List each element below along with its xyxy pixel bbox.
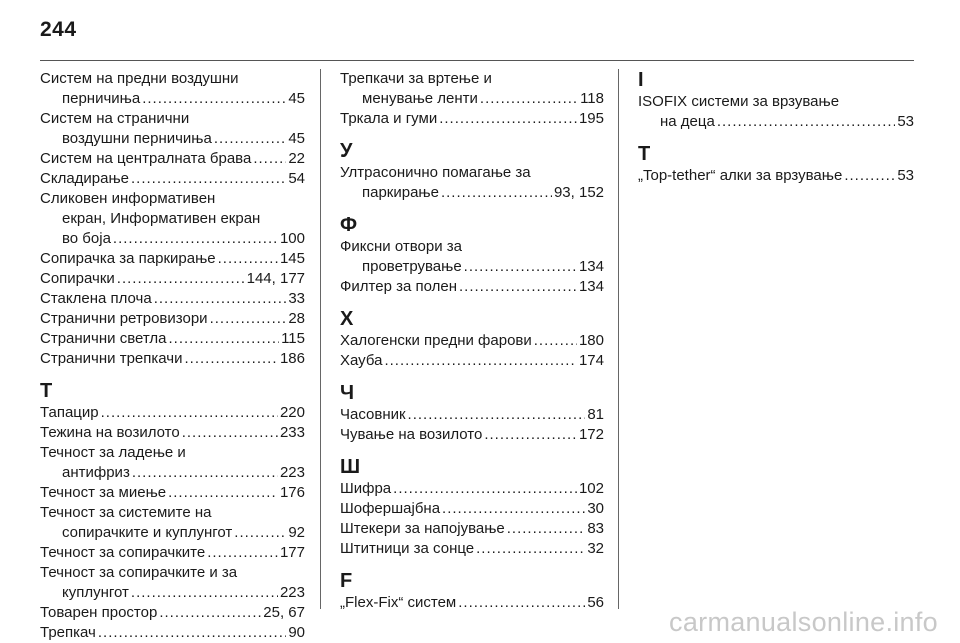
index-entry: [40, 309, 305, 329]
index-entry-text: Филтер за полен: [340, 278, 457, 295]
index-entry-page: 30: [587, 500, 604, 517]
index-entry-text: Странични светла: [40, 330, 167, 347]
index-entry-text: Чување на возилото: [340, 426, 483, 443]
index-entry: [40, 269, 305, 289]
index-entry: [40, 563, 305, 603]
dot-leader: [253, 149, 286, 169]
dot-leader: [98, 623, 286, 643]
index-entry-text: Тежина на возилото: [40, 424, 180, 441]
dot-leader: [218, 249, 278, 269]
index-entry-text: куплунгот: [62, 584, 129, 601]
index-section-letter: Ш: [340, 456, 361, 478]
index-entry-text: Течност за сопирачките и за: [40, 564, 238, 581]
index-entry-page: 92: [288, 524, 305, 541]
dot-leader: [154, 289, 287, 309]
index-entry-page: 172: [578, 426, 604, 443]
index-entry-text: ISOFIX системи за врзување: [638, 93, 840, 110]
index-entry: [638, 166, 914, 186]
index-entry-text: Тркала и гуми: [340, 110, 438, 127]
dot-leader: [101, 403, 278, 423]
index-entry: [40, 249, 305, 269]
dot-leader: [480, 89, 578, 109]
index-entry: [40, 603, 305, 623]
index-entry-page: 223: [279, 464, 305, 481]
index-entry-text: Товарен простор: [40, 604, 158, 621]
dot-leader: [441, 183, 552, 203]
index-entry: [340, 163, 604, 203]
index-entry-page: 186: [279, 350, 305, 367]
index-section-letter: Т: [40, 380, 53, 402]
index-entry: [340, 539, 604, 559]
index-entry-text: Течност за сопирачките: [40, 544, 206, 561]
index-entry-text: во боја: [62, 230, 111, 247]
index-entry-page: 177: [279, 544, 305, 561]
dot-leader: [442, 499, 585, 519]
index-entry-text: менување ленти: [362, 90, 478, 107]
index-entry-text: Халогенски предни фарови: [340, 332, 532, 349]
header-rule: [40, 60, 914, 61]
dot-leader: [234, 523, 286, 543]
dot-leader: [534, 331, 577, 351]
index-entry-text: Ултрасонично помагање за: [340, 164, 531, 181]
index-entry-text: екран, Информативен екран: [62, 210, 261, 227]
index-entry-page: 45: [288, 90, 305, 107]
index-entry: [340, 69, 604, 109]
index-entry-page: 176: [279, 484, 305, 501]
index-entry-page: 145: [279, 250, 305, 267]
index-entry: [40, 149, 305, 169]
index-section-letter: Ч: [340, 382, 355, 404]
index-entry-page: 174: [578, 352, 604, 369]
index-entry-page: 83: [587, 520, 604, 537]
watermark: carmanualsonline.info: [669, 607, 938, 637]
index-entry-text: Шифра: [340, 480, 392, 497]
index-section-letter: У: [340, 140, 353, 162]
index-entry: [40, 69, 305, 109]
dot-leader: [131, 583, 278, 603]
dot-leader: [210, 309, 287, 329]
dot-leader: [168, 329, 279, 349]
index-section-letter: Х: [340, 308, 354, 330]
index-entry-text: Течност за ладење и: [40, 444, 186, 461]
index-entry: [40, 423, 305, 443]
index-entry-page: 93, 152: [553, 184, 604, 201]
index-entry-text: перничиња: [62, 90, 141, 107]
index-entry: [40, 543, 305, 563]
dot-leader: [408, 405, 586, 425]
index-entry: [340, 593, 604, 613]
index-entry: [340, 277, 604, 297]
index-entry-page: 32: [587, 540, 604, 557]
dot-leader: [459, 277, 577, 297]
index-column-2: [340, 69, 604, 613]
index-entry-text: воздушни перничиња: [62, 130, 212, 147]
index-entry-text: Течност за системите на: [40, 504, 212, 521]
dot-leader: [168, 483, 278, 503]
index-entry-text: Систем на странични: [40, 110, 190, 127]
index-entry-page: 56: [587, 594, 604, 611]
index-entry-page: 144, 177: [246, 270, 305, 287]
index-entry-text: „Top-tether“ алки за врзување: [638, 167, 843, 184]
index-entry: [340, 519, 604, 539]
dot-leader: [458, 593, 585, 613]
index-entry-text: Систем на централната брава: [40, 150, 252, 167]
index-entry: [40, 189, 305, 249]
index-entry-text: Шофершајбна: [340, 500, 441, 517]
dot-leader: [159, 603, 261, 623]
index-entry: [40, 483, 305, 503]
index-entry-text: Течност за миење: [40, 484, 167, 501]
index-entry-text: Трепкач: [40, 624, 96, 641]
index-entry-page: 53: [897, 113, 914, 130]
index-entry-text: Хауба: [340, 352, 383, 369]
index-entry-text: Штитници за сонце: [340, 540, 475, 557]
index-entry: [40, 109, 305, 149]
column-divider: [320, 69, 321, 609]
dot-leader: [464, 257, 577, 277]
index-entry-page: 45: [288, 130, 305, 147]
index-section-letter: T: [638, 143, 651, 165]
index-entry-text: сопирачките и куплунгот: [62, 524, 233, 541]
dot-leader: [484, 425, 577, 445]
index-entry-text: Странични ретровизори: [40, 310, 208, 327]
dot-leader: [142, 89, 286, 109]
index-entry-page: 22: [288, 150, 305, 167]
index-entry: [40, 443, 305, 483]
index-entry: [40, 349, 305, 369]
index-entry-page: 102: [578, 480, 604, 497]
index-entry-text: Фиксни отвори за: [340, 238, 462, 255]
index-entry: [340, 331, 604, 351]
index-entry-page: 33: [288, 290, 305, 307]
dot-leader: [117, 269, 245, 289]
index-section-letter: F: [340, 570, 353, 592]
dot-leader: [476, 539, 585, 559]
index-entry-text: антифриз: [62, 464, 130, 481]
index-entry-page: 100: [279, 230, 305, 247]
index-entry-page: 134: [578, 258, 604, 275]
index-entry: [340, 405, 604, 425]
index-entry-text: Складирање: [40, 170, 130, 187]
index-entry-text: Штекери за напојување: [340, 520, 505, 537]
index-entry-page: 53: [897, 167, 914, 184]
index-entry-text: Трепкачи за вртење и: [340, 70, 492, 87]
index-entry-text: паркирање: [362, 184, 439, 201]
index-entry-page: 81: [587, 406, 604, 423]
dot-leader: [384, 351, 577, 371]
index-entry-page: 233: [279, 424, 305, 441]
index-entry-text: на деца: [660, 113, 715, 130]
dot-leader: [207, 543, 278, 563]
index-section-letter: Ф: [340, 214, 358, 236]
index-entry-page: 28: [288, 310, 305, 327]
index-column-1: [40, 69, 305, 643]
index-entry: [40, 289, 305, 309]
index-entry-text: Стаклена плоча: [40, 290, 152, 307]
index-entry: [40, 169, 305, 189]
index-entry-text: Тапацир: [40, 404, 99, 421]
index-entry-page: 223: [279, 584, 305, 601]
index-entry: [340, 351, 604, 371]
dot-leader: [113, 229, 278, 249]
dot-leader: [717, 112, 895, 132]
index-entry: [340, 425, 604, 445]
index-entry-text: Сопирачки: [40, 270, 115, 287]
index-entry: [340, 499, 604, 519]
index-entry-text: Сликовен информативен: [40, 190, 216, 207]
index-entry-page: 25, 67: [263, 604, 305, 621]
column-divider: [618, 69, 619, 609]
dot-leader: [844, 166, 895, 186]
index-entry-page: 54: [288, 170, 305, 187]
index-entry-text: Странични трепкачи: [40, 350, 183, 367]
index-entry-text: Часовник: [340, 406, 406, 423]
index-entry-page: 118: [580, 90, 604, 107]
index-entry-page: 90: [288, 624, 305, 641]
dot-leader: [132, 463, 278, 483]
dot-leader: [182, 423, 278, 443]
index-entry: [340, 237, 604, 277]
index-entry-text: Сопирачка за паркирање: [40, 250, 216, 267]
index-entry: [340, 479, 604, 499]
dot-leader: [131, 169, 286, 189]
index-entry: [40, 403, 305, 423]
index-entry-page: 220: [279, 404, 305, 421]
page-number: 244: [40, 18, 77, 41]
index-entry-page: 180: [578, 332, 604, 349]
index-entry: [40, 329, 305, 349]
index-entry: [638, 92, 914, 132]
index-entry-page: 134: [578, 278, 604, 295]
index-entry-text: проветрување: [362, 258, 462, 275]
index-entry-text: Систем на предни воздушни: [40, 70, 239, 87]
dot-leader: [393, 479, 577, 499]
index-entry: [40, 503, 305, 543]
index-column-3: [638, 69, 914, 186]
dot-leader: [507, 519, 586, 539]
dot-leader: [184, 349, 277, 369]
dot-leader: [439, 109, 577, 129]
index-entry-text: „Flex-Fix“ систем: [340, 594, 457, 611]
index-section-letter: I: [638, 69, 644, 91]
index-entry-page: 115: [281, 330, 305, 347]
index-entry: [340, 109, 604, 129]
index-entry-page: 195: [578, 110, 604, 127]
dot-leader: [214, 129, 286, 149]
index-entry: [40, 623, 305, 643]
